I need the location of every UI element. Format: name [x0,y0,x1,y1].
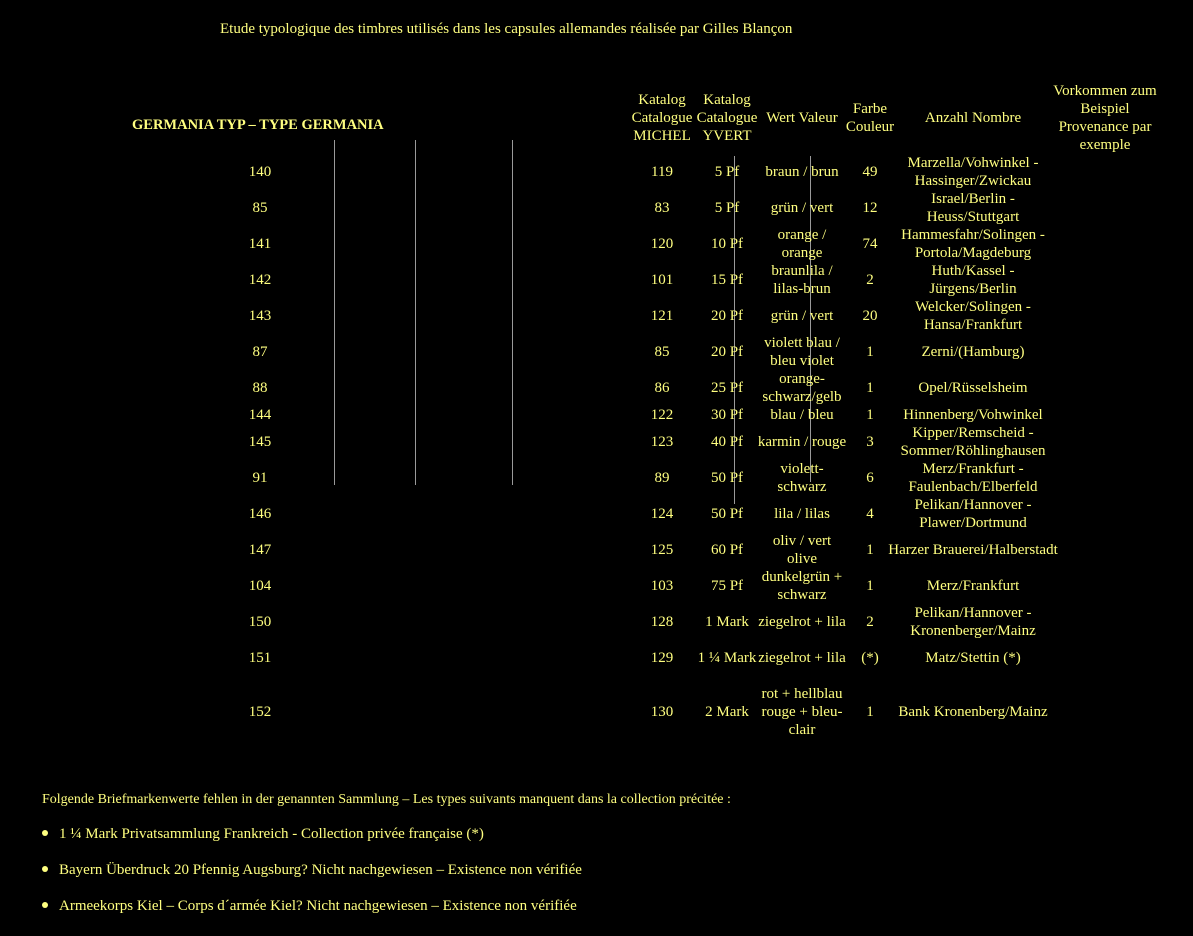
cell-typ: 85 [252,200,268,216]
cell-vorkommen: Opel/Rüsselsheim [918,380,1028,396]
header-michel: Katalog Catalogue MICHEL [631,92,693,144]
cell-typ: 140 [248,164,272,180]
cell-vorkommen: Kipper/Remscheid - Sommer/Röhlinghausen [900,425,1046,459]
header-yvert: Katalog Catalogue YVERT [696,92,758,144]
bullet-icon [42,902,48,908]
cell-typ: 144 [248,407,272,423]
cell-yvert: 30 Pf [710,407,744,423]
cell-michel: 85 [654,344,670,360]
cell-typ: 145 [248,434,272,450]
missing-list-item [42,862,582,879]
cell-anzahl: 74 [862,236,878,252]
cell-farbe: ziegelrot + lila [758,650,846,666]
cell-yvert: 5 Pf [714,164,740,180]
cell-michel: 89 [654,470,670,486]
cell-farbe: ziegelrot + lila [758,614,846,630]
cell-anzahl: 2 [866,614,874,630]
cell-yvert: 50 Pf [710,506,744,522]
header-wert: Wert Valeur [766,110,838,126]
cell-anzahl: 3 [866,434,874,450]
cell-vorkommen: Welcker/Solingen - Hansa/Frankfurt [915,299,1031,333]
missing-list-item [42,826,484,843]
cell-michel: 125 [650,542,674,558]
divider-line [512,140,513,485]
cell-typ: 141 [248,236,272,252]
cell-farbe: violett-schwarz [777,461,827,495]
missing-item-text: Bayern Überdruck 20 Pfennig Augsburg? Nicht nachgewiesen – Existence non vérifiée [59,862,582,878]
cell-yvert: 5 Pf [714,200,740,216]
cell-typ: 142 [248,272,272,288]
cell-anzahl: (*) [861,650,879,666]
cell-vorkommen: Hammesfahr/Solingen - Portola/Magdeburg [901,227,1045,261]
divider-line [415,140,416,485]
cell-anzahl: 1 [866,542,874,558]
cell-michel: 86 [654,380,670,396]
header-anzahl: Anzahl Nombre [924,110,1022,126]
missing-intro: Folgende Briefmarkenwerte fehlen in der genannten Sammlung – Les types suivants manquent dans la collection précitée : [42,792,731,807]
cell-vorkommen: Zerni/(Hamburg) [921,344,1025,360]
cell-yvert: 15 Pf [710,272,744,288]
cell-farbe: rot + hellblau rouge + bleu-clair [761,686,843,738]
cell-yvert: 20 Pf [710,344,744,360]
bullet-icon [42,830,48,836]
cell-farbe: oliv / vert olive [772,533,832,567]
missing-item-text: 1 ¼ Mark Privatsammlung Frankreich - Collection privée française (*) [59,826,484,842]
cell-vorkommen: Hinnenberg/Vohwinkel [903,407,1043,423]
header-farbe: Farbe Couleur [845,101,895,135]
cell-vorkommen: Pelikan/Hannover - Kronenberger/Mainz [910,605,1036,639]
cell-typ: 104 [248,578,272,594]
cell-yvert: 40 Pf [710,434,744,450]
cell-anzahl: 1 [866,344,874,360]
cell-yvert: 20 Pf [710,308,744,324]
cell-michel: 128 [650,614,674,630]
cell-yvert: 2 Mark [705,704,749,720]
divider-line [334,140,335,485]
cell-yvert: 10 Pf [710,236,744,252]
cell-vorkommen: Bank Kronenberg/Mainz [898,704,1048,720]
cell-typ: 151 [248,650,272,666]
cell-vorkommen: Israel/Berlin - Heuss/Stuttgart [926,191,1020,225]
cell-anzahl: 1 [866,380,874,396]
cell-anzahl: 1 [866,407,874,423]
cell-anzahl: 2 [866,272,874,288]
cell-typ: 91 [252,470,268,486]
cell-yvert: 25 Pf [710,380,744,396]
cell-farbe: orange-schwarz/gelb [762,371,842,405]
cell-farbe: lila / lilas [774,506,830,522]
cell-farbe: grün / vert [770,200,834,216]
cell-typ: 143 [248,308,272,324]
cell-typ: 87 [252,344,268,360]
cell-farbe: braunlila / lilas-brun [771,263,833,297]
cell-michel: 130 [650,704,674,720]
cell-vorkommen: Merz/Frankfurt [926,578,1020,594]
page-title: Etude typologique des timbres utilisés dans les capsules allemandes réalisée par Gilles Blançon [220,21,793,37]
cell-vorkommen: Pelikan/Hannover - Plawer/Dortmund [914,497,1032,531]
cell-vorkommen: Merz/Frankfurt - Faulenbach/Elberfeld [908,461,1038,495]
cell-typ: 150 [248,614,272,630]
cell-anzahl: 6 [866,470,874,486]
cell-anzahl: 1 [866,578,874,594]
cell-michel: 119 [651,164,673,180]
cell-anzahl: 4 [866,506,874,522]
cell-farbe: orange / orange [777,227,827,261]
cell-farbe: dunkelgrün + schwarz [761,569,843,603]
bullet-icon [42,866,48,872]
cell-farbe: braun / brun [765,164,839,180]
cell-michel: 122 [650,407,674,423]
cell-yvert: 1 Mark [705,614,749,630]
cell-michel: 83 [654,200,670,216]
cell-typ: 88 [252,380,268,396]
cell-farbe: violett blau / bleu violet [764,335,840,369]
cell-michel: 129 [650,650,674,666]
cell-farbe: grün / vert [770,308,834,324]
section-title: GERMANIA TYP – TYPE GERMANIA [132,117,384,133]
cell-michel: 103 [650,578,674,594]
header-vorkommen: Vorkommen zum Beispiel Provenance par exemple [1053,83,1157,153]
cell-farbe: blau / bleu [770,407,834,423]
cell-typ: 146 [248,506,272,522]
cell-vorkommen: Harzer Brauerei/Halberstadt [888,542,1058,558]
cell-michel: 120 [650,236,674,252]
cell-michel: 124 [650,506,674,522]
cell-yvert: 75 Pf [710,578,744,594]
cell-anzahl: 49 [862,164,878,180]
cell-vorkommen: Huth/Kassel - Jürgens/Berlin [929,263,1017,297]
cell-anzahl: 20 [862,308,878,324]
cell-vorkommen: Marzella/Vohwinkel - Hassinger/Zwickau [907,155,1039,189]
cell-typ: 152 [248,704,272,720]
cell-yvert: 1 ¼ Mark [697,650,757,666]
cell-yvert: 50 Pf [710,470,744,486]
cell-michel: 121 [650,308,674,324]
cell-anzahl: 12 [862,200,878,216]
cell-typ: 147 [248,542,272,558]
missing-item-text: Armeekorps Kiel – Corps d´armée Kiel? Nicht nachgewiesen – Existence non vérifiée [59,898,577,914]
cell-vorkommen: Matz/Stettin (*) [925,650,1021,666]
missing-list-item [42,898,577,915]
cell-yvert: 60 Pf [710,542,744,558]
cell-michel: 101 [650,272,674,288]
cell-michel: 123 [650,434,674,450]
cell-farbe: karmin / rouge [757,434,847,450]
cell-anzahl: 1 [866,704,874,720]
